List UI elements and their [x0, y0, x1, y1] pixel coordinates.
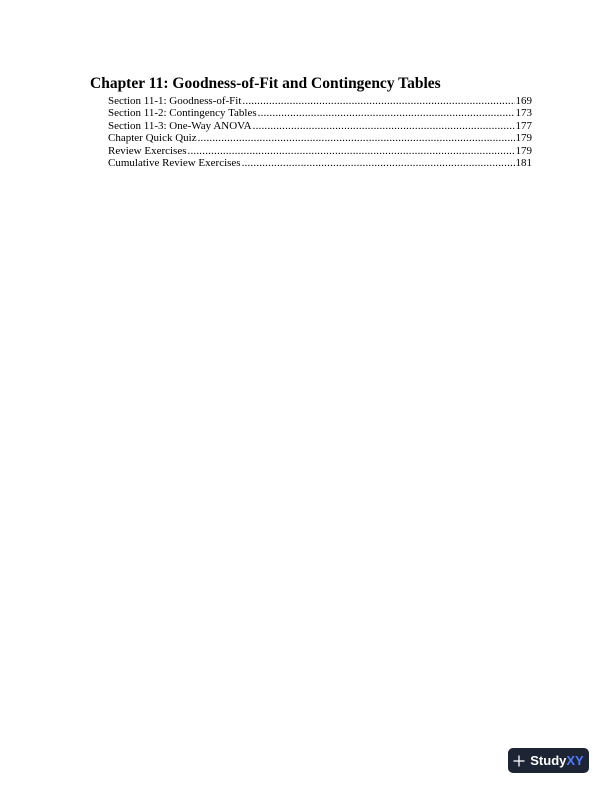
toc-entry[interactable] [108, 132, 532, 144]
toc-entry[interactable] [108, 95, 532, 107]
toc-entry-page: 179 [515, 144, 532, 157]
table-of-contents [108, 95, 532, 169]
toc-entry-label: Cumulative Review Exercises [108, 156, 241, 169]
dot-leader [242, 157, 515, 169]
brand-name-main: Study [530, 753, 567, 768]
toc-entry-label: Review Exercises [108, 144, 187, 157]
toc-entry-page: 181 [515, 156, 532, 169]
dot-leader [253, 120, 515, 132]
dot-leader [188, 145, 515, 157]
dot-leader [258, 107, 515, 119]
plus-icon [513, 755, 525, 767]
brand-name-accent: XY [566, 753, 584, 768]
toc-entry-label: Section 11-1: Goodness-of-Fit [108, 95, 242, 107]
toc-entry[interactable] [108, 157, 532, 169]
toc-entry[interactable] [108, 120, 532, 132]
toc-entry-label: Section 11-3: One-Way ANOVA [108, 119, 252, 132]
toc-entry-page: 169 [515, 95, 532, 107]
dot-leader [198, 132, 515, 144]
toc-entry[interactable] [108, 145, 532, 157]
toc-entry[interactable] [108, 107, 532, 119]
toc-entry-page: 173 [515, 107, 532, 120]
toc-entry-label: Section 11-2: Contingency Tables [108, 107, 257, 120]
studyxy-logo-badge [508, 748, 589, 773]
chapter-title: Chapter 11: Goodness-of-Fit and Contingency Tables [90, 75, 441, 92]
toc-entry-page: 179 [515, 132, 532, 145]
dot-leader [242, 95, 514, 107]
toc-entry-label: Chapter Quick Quiz [108, 132, 197, 145]
brand-name [530, 748, 583, 773]
toc-entry-page: 177 [515, 119, 532, 132]
